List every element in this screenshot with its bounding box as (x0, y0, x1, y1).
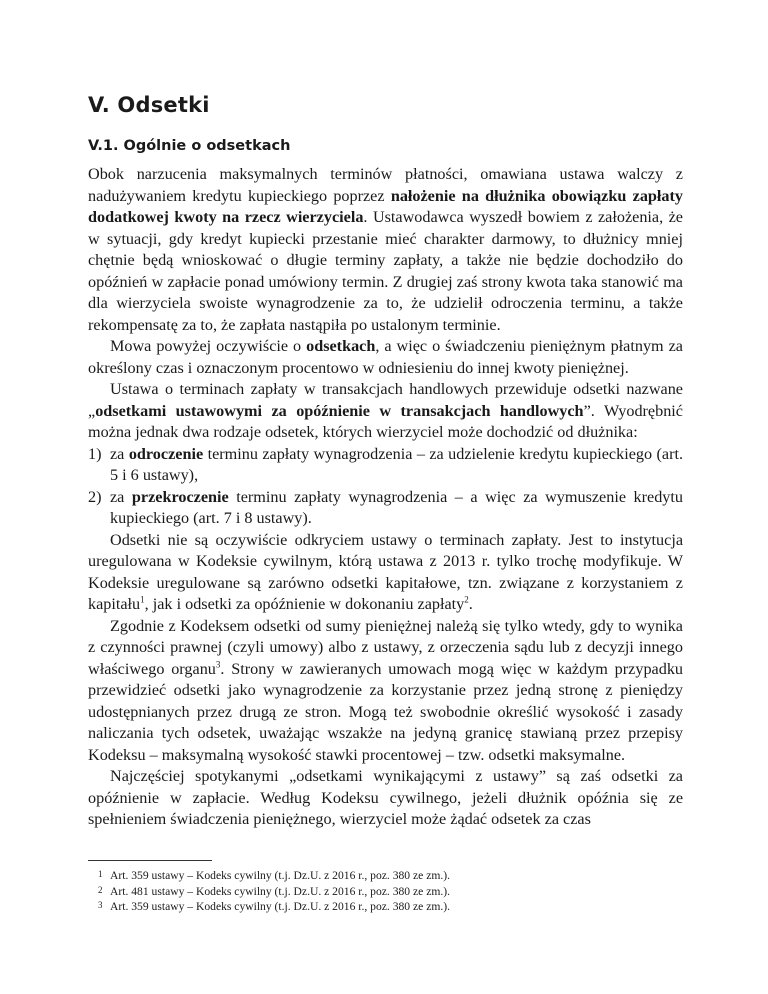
bold-phrase: odroczenie (128, 444, 204, 463)
list-item-2 (88, 487, 683, 530)
text-run: . Strony w zawieranych umowach mogą więc w każdym przypadku przewidzieć odsetki jako wynagrodzenie za korzystanie przez jedną stronę z pieniędzy udostępnianych przez drugą ze stron. Mogą też swobodnie określić wysokość i zasady naliczania tych odsetek, uważając wszakże na jedyną granicę stawianą przez przepisy Kodeksu – maksymalną wysokość stawki procentowej – tzw. odsetki maksymalne. (88, 659, 684, 764)
section-title: V.1. Ogólnie o odsetkach (88, 138, 291, 154)
paragraph-2 (88, 336, 683, 379)
text-run: za (110, 444, 129, 463)
paragraph-1 (88, 164, 683, 336)
text-run: Obok narzucenia maksymalnych terminów płatności, omawiana ustawa walczy z nadużywaniem kredytu kupieckiego poprzez (88, 165, 683, 205)
paragraph-3 (88, 379, 683, 444)
list-number: 1) (88, 444, 102, 463)
footnote-3 (88, 899, 683, 915)
list-item-1 (88, 444, 683, 487)
text-run: , a więc o świadczeniu pieniężnym płatnym za określony czas i oznaczonym procentowo w odniesieniu do innej kwoty pieniężnej. (88, 337, 683, 377)
bold-phrase: odsetkami ustawowymi za opóźnienie w transakcjach handlowych (95, 401, 584, 420)
paragraph-6: Najczęściej spotykanymi „odsetkami wynikającymi z ustawy” są zaś odsetki za opóźnienie w zapłacie. Według Kodeksu cywilnego, jeżeli dłużnik opóźnia się ze spełnieniem świadczenia pieniężnego, wierzyciel może żądać odsetek za czas (88, 767, 683, 828)
footnote-number: 1 (98, 869, 103, 879)
footnote-text: Art. 359 ustawy – Kodeks cywilny (t.j. Dz.U. z 2016 r., poz. 380 ze zm.). (110, 869, 451, 882)
bold-phrase: przekroczenie (131, 487, 229, 506)
text-run: ”. Wyodrębnić można jednak dwa rodzaje odsetek, których wierzyciel może dochodzić od dłużnika: (88, 401, 683, 441)
text-run: . Ustawodawca wyszedł bowiem z założenia, że w sytuacji, gdy kredyt kupiecki przestanie mieć charakter darmowy, to dłużnicy mniej chętnie będą wnioskować o długie terminy zapłaty, a także nie będzie dochodziło do opóźnień w zapłacie ponad umówiony termin. Z drugiej zaś strony kwota taka stanowić ma dla wierzyciela swoiste wynagrodzenie za to, że udzielił odroczenia terminu, a także rekompensatę za to, że zapłata nastąpiła po ustalonym terminie. (88, 208, 683, 334)
text-run: terminu zapłaty wynagrodzenia – za udzielenie kredytu kupieckiego (art. 5 i 6 ustawy), (110, 444, 684, 484)
chapter-title: V. Odsetki (88, 93, 210, 117)
text-run: Ustawa o terminach zapłaty w transakcjach handlowych przewiduje odsetki nazwane „ (88, 380, 683, 420)
footnote-ref[interactable]: 3 (215, 659, 221, 670)
footnote-ref[interactable]: 2 (464, 594, 469, 605)
footnotes (88, 868, 683, 915)
footnote-text: Art. 359 ustawy – Kodeks cywilny (t.j. Dz.U. z 2016 r., poz. 380 ze zm.). (110, 900, 451, 914)
text-run: Mowa powyżej oczywiście o (110, 337, 307, 355)
text-run: Odsetki nie są oczywiście odkryciem ustawy o terminach zapłaty. Jest to instytucja uregulowana w Kodeksie cywilnym, którą ustawa z 2013 r. tylko trochę modyfikuje. W Kodeksie uregulowane są zarówno odsetki kapitałowe, tzn. związane z korzystaniem z kapitału (88, 530, 683, 613)
footnote-ref[interactable]: 1 (140, 594, 145, 605)
footnote-number: 2 (98, 884, 103, 895)
body-text (88, 164, 683, 831)
paragraph-4 (88, 530, 683, 616)
list-number: 2) (88, 487, 102, 506)
text-run: za (110, 487, 132, 506)
footnote-divider (88, 860, 212, 861)
bold-phrase: nałożenie na dłużnika obowiązku zapłaty dodatkowej kwoty na rzecz wierzyciela (88, 186, 683, 226)
text-run: . (468, 595, 473, 613)
text-run: terminu zapłaty wynagrodzenia – a więc za wymuszenie kredytu kupieckiego (art. 7 i 8 ustawy). (110, 487, 683, 527)
text-run: , jak i odsetki za opóźnienie w dokonaniu zapłaty (144, 595, 465, 613)
footnote-2 (88, 884, 683, 900)
bold-phrase: odsetkach (306, 337, 376, 355)
footnote-number: 3 (98, 900, 103, 911)
footnote-1 (88, 868, 683, 884)
text-run: Zgodnie z Kodeksem odsetki od sumy pieniężnej należą się tylko wtedy, gdy to wynika z czynności prawnej (czyli umowy) albo z ustawy, z orzeczenia sądu lub z decyzji innego właściwego organu (88, 616, 683, 678)
paragraph-5 (88, 616, 683, 767)
footnote-text: Art. 481 ustawy – Kodeks cywilny (t.j. Dz.U. z 2016 r., poz. 380 ze zm.). (110, 884, 451, 898)
